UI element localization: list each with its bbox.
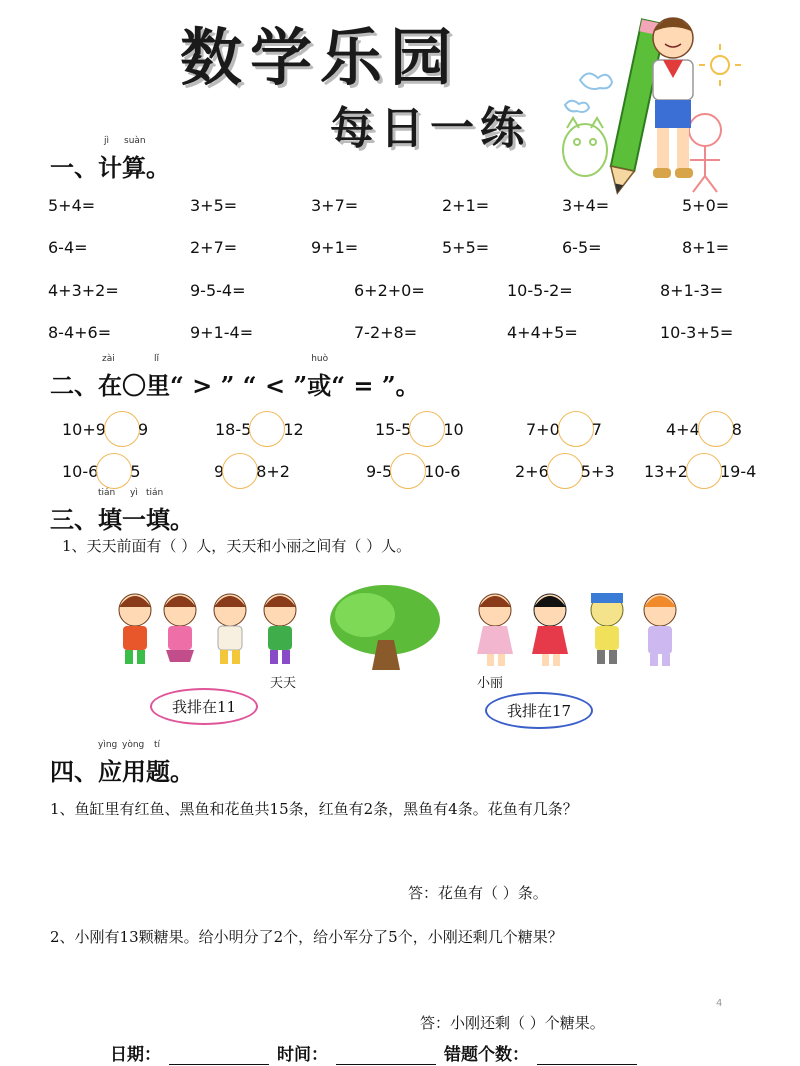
left-expr: 7+0 bbox=[526, 419, 560, 439]
right-expr: 8 bbox=[731, 419, 742, 439]
heading-char bbox=[146, 488, 170, 535]
heading-end: 。 bbox=[146, 153, 170, 182]
heading-end: 。 bbox=[170, 757, 194, 786]
problem: 4+3+2= bbox=[48, 281, 119, 300]
right-expr: 5 bbox=[130, 461, 141, 481]
answer-circle[interactable] bbox=[96, 453, 132, 489]
problem: 5+0= bbox=[682, 196, 730, 215]
problem: 4+4+5= bbox=[507, 323, 578, 342]
heading-char bbox=[98, 740, 122, 787]
compare-item bbox=[644, 453, 756, 489]
answer-circle[interactable] bbox=[390, 453, 426, 489]
section-number: 二、 bbox=[50, 371, 98, 400]
heading-char bbox=[98, 354, 122, 401]
left-expr: 13+2 bbox=[644, 461, 688, 481]
boy-with-pencil-illustration bbox=[555, 10, 745, 200]
answer-circle[interactable] bbox=[104, 411, 140, 447]
problem: 2+1= bbox=[442, 196, 490, 215]
left-expr: 10+9 bbox=[62, 419, 106, 439]
problem: 9-5-4= bbox=[190, 281, 246, 300]
heading-char bbox=[98, 136, 122, 183]
pinyin: jì bbox=[104, 136, 110, 146]
char: 填 bbox=[98, 505, 122, 534]
queue-illustration bbox=[110, 585, 690, 685]
right-expr: 12 bbox=[283, 419, 304, 439]
problem: 6+2+0= bbox=[354, 281, 425, 300]
heading-char bbox=[122, 488, 146, 535]
right-expr: 8+2 bbox=[256, 461, 290, 481]
answer-1: 答：花鱼有（ ）条。 bbox=[408, 884, 548, 902]
right-expr: 10-6 bbox=[424, 461, 461, 481]
pinyin: yìng bbox=[98, 740, 118, 750]
answer-circle[interactable] bbox=[249, 411, 285, 447]
answer-circle[interactable] bbox=[686, 453, 722, 489]
left-expr: 2+6 bbox=[515, 461, 549, 481]
label-xiaoli: 小丽 bbox=[477, 676, 504, 691]
word-problem-1: 1、鱼缸里有红鱼、黑鱼和花鱼共15条，红鱼有2条，黑鱼有4条。花鱼有几条？ bbox=[50, 800, 578, 818]
problem: 6-5= bbox=[562, 238, 602, 257]
pinyin: zài bbox=[102, 354, 115, 364]
left-expr: 9-5 bbox=[366, 461, 393, 481]
date-blank[interactable] bbox=[169, 1046, 269, 1065]
left-expr: 15-5 bbox=[375, 419, 412, 439]
problem: 9+1-4= bbox=[190, 323, 254, 342]
pinyin: tí bbox=[154, 740, 161, 750]
heading-end: 。 bbox=[170, 505, 194, 534]
answer-circle[interactable] bbox=[547, 453, 583, 489]
compare-item bbox=[62, 411, 148, 447]
tree-figure bbox=[330, 585, 440, 670]
pinyin: yì bbox=[130, 488, 138, 498]
problem: 6-4= bbox=[48, 238, 88, 257]
right-expr: 19-4 bbox=[719, 461, 757, 481]
char: 用 bbox=[122, 757, 146, 786]
problem: 5+5= bbox=[442, 238, 490, 257]
label-tiantian: 天天 bbox=[270, 676, 297, 691]
answer-2: 答：小刚还剩（ ）个糖果。 bbox=[420, 1014, 605, 1032]
section-1-heading bbox=[50, 136, 170, 183]
char: 里 bbox=[146, 371, 170, 400]
section-number: 四、 bbox=[50, 757, 98, 786]
char: 在 bbox=[98, 371, 122, 400]
date-label: 日期： bbox=[110, 1045, 161, 1065]
answer-circle[interactable] bbox=[222, 453, 258, 489]
problem: 10-5-2= bbox=[507, 281, 573, 300]
right-expr: 9 bbox=[137, 419, 149, 439]
compare-item bbox=[215, 411, 304, 447]
problem: 10-3+5= bbox=[660, 323, 734, 342]
pinyin: suàn bbox=[124, 136, 146, 146]
speech-bubble-left: 我排在11 bbox=[150, 688, 258, 725]
char: 应 bbox=[98, 757, 122, 786]
page-subtitle: 每日一练 bbox=[330, 103, 530, 154]
word-problem-2: 2、小刚有13颗糖果。给小明分了2个，给小军分了5个，小刚还剩几个糖果？ bbox=[50, 928, 563, 946]
problem: 3+5= bbox=[190, 196, 238, 215]
pinyin: lǐ bbox=[154, 354, 160, 364]
left-expr: 10-6 bbox=[62, 461, 99, 481]
pinyin: huò bbox=[311, 354, 329, 364]
compare-item bbox=[214, 453, 290, 489]
page-title: 数学乐园 bbox=[180, 21, 461, 94]
problem: 3+4= bbox=[562, 196, 610, 215]
section-3-heading bbox=[50, 488, 194, 535]
char: 或 bbox=[307, 371, 332, 400]
right-expr: 7 bbox=[591, 419, 602, 439]
compare-item bbox=[666, 411, 742, 447]
heading-char bbox=[307, 354, 332, 401]
heading-char bbox=[146, 354, 170, 401]
time-blank[interactable] bbox=[336, 1046, 436, 1065]
heading-char bbox=[146, 740, 170, 787]
char: 填 bbox=[146, 505, 170, 534]
circle-symbol: 〇 bbox=[122, 371, 146, 400]
pinyin: yòng bbox=[122, 740, 145, 750]
kid-figure bbox=[119, 594, 151, 664]
errors-label: 错题个数： bbox=[444, 1045, 529, 1065]
section-number: 一、 bbox=[50, 153, 98, 182]
problem: 8-4+6= bbox=[48, 323, 112, 342]
problem: 7-2+8= bbox=[354, 323, 418, 342]
char: 一 bbox=[122, 505, 146, 534]
compare-item bbox=[375, 411, 464, 447]
pinyin: tián bbox=[98, 488, 116, 498]
problem: 2+7= bbox=[190, 238, 238, 257]
compare-item bbox=[515, 453, 615, 489]
right-expr: 5+3 bbox=[580, 461, 615, 481]
problem: 9+1= bbox=[311, 238, 359, 257]
char: 题 bbox=[146, 757, 170, 786]
problem: 5+4= bbox=[48, 196, 96, 215]
heading-char bbox=[122, 740, 146, 787]
answer-circle[interactable] bbox=[409, 411, 445, 447]
time-label: 时间： bbox=[277, 1045, 328, 1065]
left-expr: 4+4 bbox=[666, 419, 700, 439]
heading-char bbox=[122, 136, 146, 183]
footer bbox=[110, 1040, 645, 1065]
section-2-heading bbox=[50, 354, 420, 401]
section-4-heading bbox=[50, 740, 194, 787]
heading-char bbox=[98, 488, 122, 535]
page-number: 4 bbox=[716, 998, 723, 1009]
pinyin: tián bbox=[146, 488, 164, 498]
right-expr: 10 bbox=[443, 419, 464, 439]
problem: 8+1= bbox=[682, 238, 730, 257]
left-expr: 18-5 bbox=[215, 419, 252, 439]
comparison-symbols: “ > ” “ < ” bbox=[170, 371, 308, 400]
answer-circle[interactable] bbox=[558, 411, 594, 447]
compare-item bbox=[366, 453, 460, 489]
comparison-symbols: “ = ”。 bbox=[331, 371, 420, 400]
char: 计 bbox=[98, 153, 122, 182]
answer-circle[interactable] bbox=[698, 411, 734, 447]
problem: 8+1-3= bbox=[660, 281, 724, 300]
errors-blank[interactable] bbox=[537, 1046, 637, 1065]
speech-bubble-right: 我排在17 bbox=[485, 692, 593, 729]
fill-question: 1、天天前面有（ ）人，天天和小丽之间有（ ）人。 bbox=[62, 537, 412, 555]
char: 算 bbox=[122, 153, 146, 182]
compare-item bbox=[62, 453, 141, 489]
section-number: 三、 bbox=[50, 505, 98, 534]
compare-item bbox=[526, 411, 602, 447]
left-expr: 9 bbox=[214, 461, 225, 481]
problem: 3+7= bbox=[311, 196, 359, 215]
